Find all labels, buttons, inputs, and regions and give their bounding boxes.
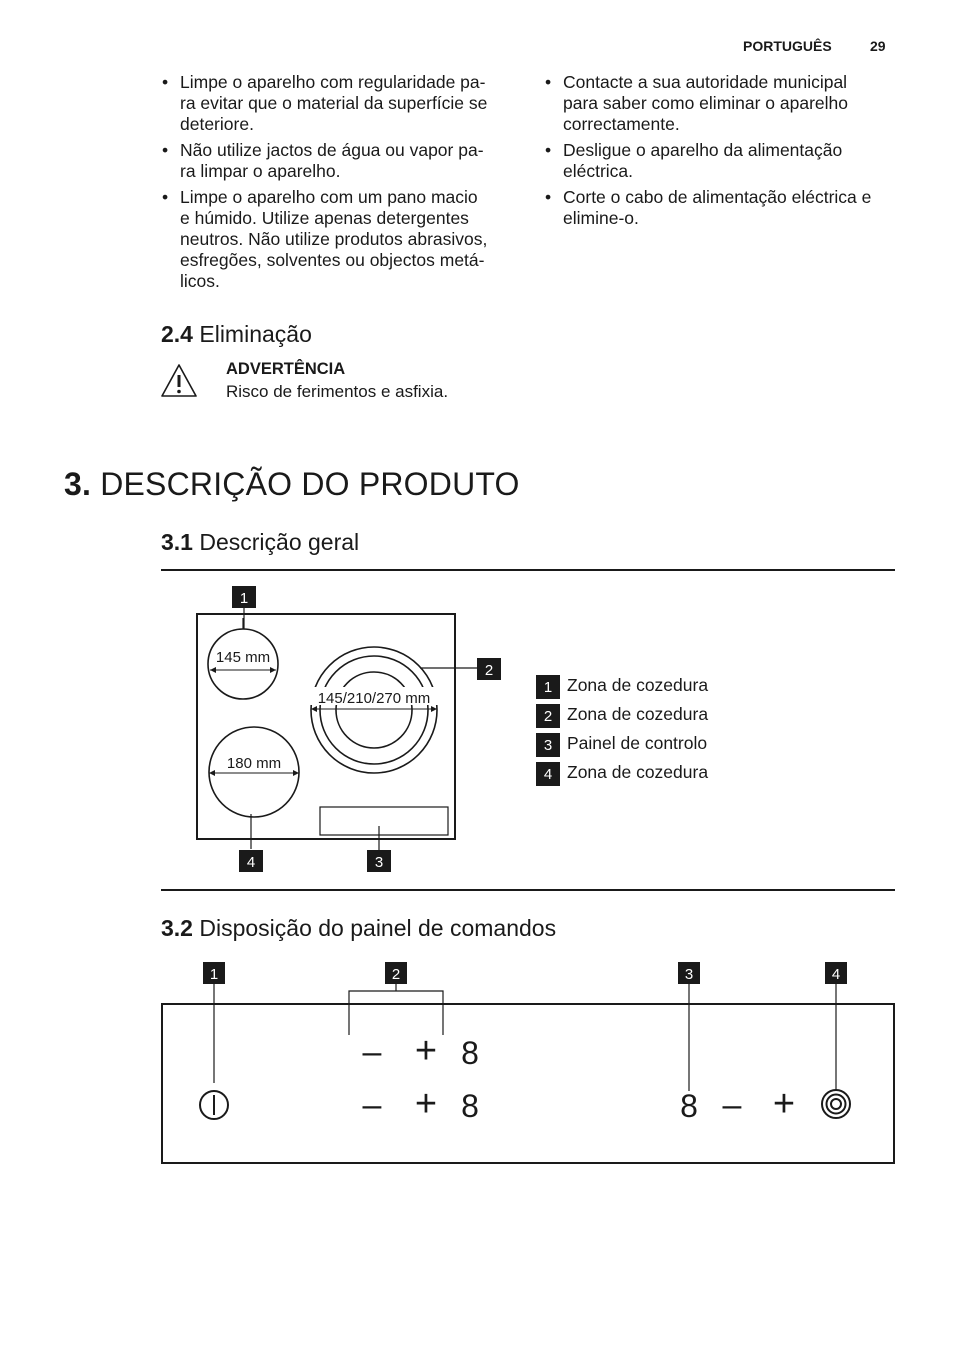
control-panel-area xyxy=(320,807,448,835)
callout-1: 1 xyxy=(209,966,219,983)
page-number: 29 xyxy=(870,38,886,54)
callout-2: 2 xyxy=(391,966,401,983)
callout-3: 3 xyxy=(684,966,694,983)
minus-sign: – xyxy=(362,1033,382,1071)
callout-4: 4 xyxy=(831,966,841,983)
chapter-title: 3. DESCRIÇÃO DO PRODUTO xyxy=(64,466,520,502)
dim-label-small: 145 mm xyxy=(215,649,271,666)
plus-sign: + xyxy=(772,1083,796,1125)
callout-3: 3 xyxy=(374,854,384,871)
cooking-zone-multi-inner xyxy=(336,672,412,748)
display-digit: 8 xyxy=(461,1088,479,1124)
display-digit: 8 xyxy=(461,1035,479,1071)
warning-triangle-icon xyxy=(159,362,199,400)
warning-title: ADVERTÊNCIA xyxy=(226,360,346,378)
right-bullet-list xyxy=(545,72,915,234)
minus-sign: – xyxy=(362,1086,382,1124)
legend-item: 2 Zona de cozedura xyxy=(536,704,708,728)
minus-sign: – xyxy=(722,1086,742,1124)
list-item: • Corte o cabo de alimentação eléctrica e elimine-o. xyxy=(545,187,915,229)
header-language: PORTUGUÊS xyxy=(743,38,832,54)
list-item: • Desligue o aparelho da alimentação eléctrica. xyxy=(545,140,915,182)
plus-sign: + xyxy=(414,1083,438,1125)
control-panel-diagram xyxy=(150,955,910,1175)
cooking-zone-large xyxy=(209,727,299,817)
list-item: • Não utilize jactos de água ou vapor pa- ra limpar o aparelho. xyxy=(162,140,522,182)
hob-diagram xyxy=(180,584,520,874)
legend-item: 3 Painel de controlo xyxy=(536,733,707,757)
cooking-zone-multi-outer xyxy=(311,647,437,773)
callout-2: 2 xyxy=(484,662,494,679)
dim-label-multi: 145/210/270 mm xyxy=(317,690,431,707)
dim-label-large: 180 mm xyxy=(226,755,282,772)
callout-1: 1 xyxy=(239,590,249,607)
list-item: • Contacte a sua autoridade municipal para saber como eliminar o aparelho correctamente. xyxy=(545,72,915,135)
legend-item: 4 Zona de cozedura xyxy=(536,762,708,786)
callout-4: 4 xyxy=(246,854,256,871)
section-rule-top xyxy=(161,569,895,571)
list-item: • Limpe o aparelho com regularidade pa- ra evitar que o material da superfície se deteriore. xyxy=(162,72,522,135)
legend-item: 1 Zona de cozedura xyxy=(536,675,708,699)
list-item: • Limpe o aparelho com um pano macio e húmido. Utilize apenas detergentes neutros. Não utilize produtos abrasivos, esfregões, solventes ou objectos metá- licos. xyxy=(162,187,522,292)
section-heading-3-2: 3.2 Disposição do painel de comandos xyxy=(161,915,557,941)
section-rule-bottom xyxy=(161,889,895,891)
section-heading-3-1: 3.1 Descrição geral xyxy=(161,529,360,555)
section-heading-2-4: 2.4 Eliminação xyxy=(161,321,312,347)
ring-zone-icon xyxy=(822,1090,850,1118)
warning-text: Risco de ferimentos e asfixia. xyxy=(226,382,449,401)
plus-sign: + xyxy=(414,1030,438,1072)
hob-outline xyxy=(197,614,455,839)
left-bullet-list xyxy=(162,72,522,297)
display-digit: 8 xyxy=(680,1088,698,1124)
power-icon xyxy=(200,1091,228,1119)
